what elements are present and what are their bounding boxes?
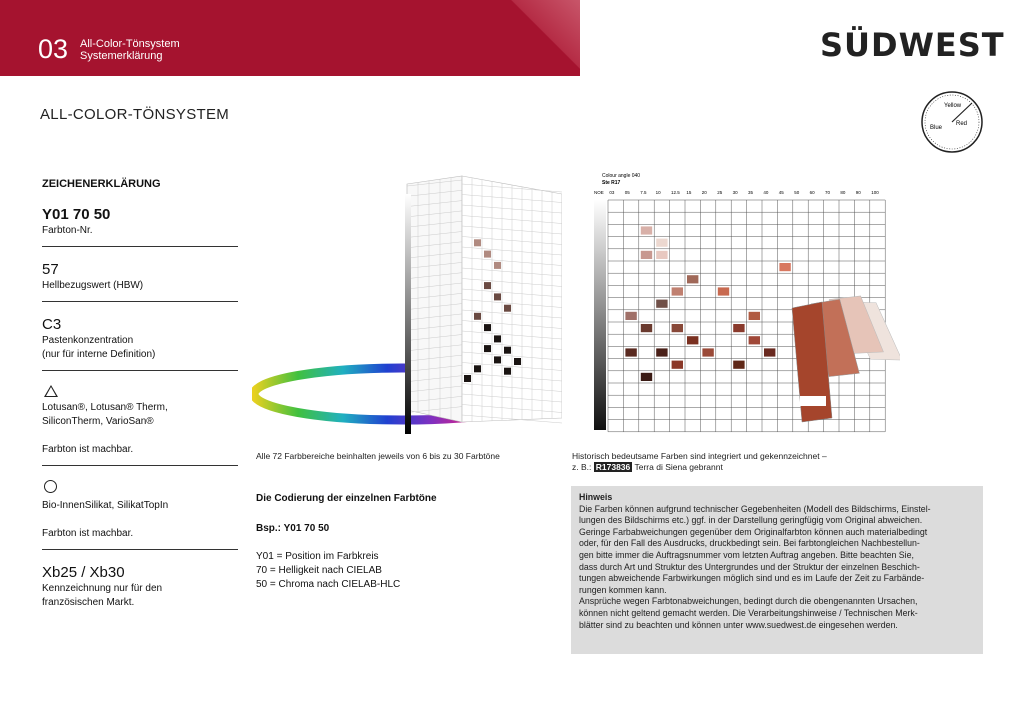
chart-col-label: 50	[794, 190, 800, 195]
chart-col-label: 90	[855, 190, 861, 195]
hint-line: können nicht geltend gemacht werden. Die Verarbeitungshinweise / Technischen Merk-	[579, 607, 918, 618]
tone-cell	[656, 300, 667, 308]
tone-cell	[641, 324, 652, 332]
legend-tone-desc: Farbton-Nr.	[42, 225, 93, 236]
chart-col-label: 30	[732, 190, 738, 195]
legend-heading: ZEICHENERKLÄRUNG	[42, 178, 161, 190]
legend-item-circle	[42, 480, 238, 550]
color-wheel-icon	[920, 90, 984, 154]
historic-color-code: R173836	[595, 462, 631, 472]
hint-line: blätter sind zu beachten und können unter www.suedwest.de eingesehen werden.	[579, 619, 898, 630]
legend-item-french	[42, 564, 238, 618]
section-title	[80, 38, 180, 62]
wheel-red-label: Red	[956, 121, 968, 127]
tone-cell	[625, 348, 636, 356]
legend-hbw-value: 57	[42, 261, 59, 278]
chart-col-label: 12.5	[671, 190, 680, 195]
coding-heading: Die Codierung der einzelnen Farbtöne	[256, 493, 437, 504]
chart-col-label: 70	[825, 190, 831, 195]
hint-line: Die Farben können aufgrund technischer Gegebenheiten (Modell des Bildschirms, Einstel-	[579, 503, 931, 514]
coding-section	[256, 492, 437, 592]
chart-col-label: NOE	[594, 190, 604, 195]
tone-cell	[733, 324, 744, 332]
hint-line: Geringe Farbabweichungen gegenüber dem Originalfarbton können auch materialbedingt	[579, 526, 928, 537]
tone-cell	[749, 312, 760, 320]
left-diagram-caption: Alle 72 Farbbereiche beinhalten jeweils von 6 bis zu 30 Farbtöne	[256, 451, 500, 461]
tone-cell	[718, 287, 729, 295]
legend-tone-code: Y01 70 50	[42, 206, 111, 223]
legend-circle-products: Bio-InnenSilikat, SilikatTopIn	[42, 500, 169, 511]
legend-paste-value: C3	[42, 316, 62, 333]
header-fold-decoration	[505, 0, 580, 76]
legend	[42, 178, 238, 632]
circle-icon	[44, 480, 57, 493]
coding-line2: 70 = Helligkeit nach CIELAB	[256, 565, 382, 576]
chart-col-label: 40	[763, 190, 769, 195]
tone-cell	[641, 251, 652, 259]
right-caption-line1: Historisch bedeutsame Farben sind integriert und gekennzeichnet –	[572, 451, 827, 461]
section-title-line1: All-Color-Tönsystem	[80, 38, 180, 50]
tone-cell	[672, 361, 683, 369]
hint-line: Ansprüche wegen Farbtonabweichungen, bedingt durch die obengenannten Ursachen,	[579, 596, 918, 607]
tone-cell	[656, 239, 667, 247]
wheel-blue-label: Blue	[930, 125, 943, 131]
right-caption-prefix: z. B.:	[572, 462, 592, 472]
legend-item-hbw	[42, 261, 238, 302]
tone-cell	[687, 336, 698, 344]
chart-tone-cells	[625, 226, 790, 381]
legend-item-paste	[42, 316, 238, 371]
legend-item-triangle	[42, 385, 238, 466]
tone-cell	[656, 251, 667, 259]
right-diagram-caption	[572, 451, 827, 473]
legend-paste-desc1: Pastenkonzentration	[42, 335, 134, 346]
chart-col-label: 03	[609, 190, 615, 195]
tone-cell	[641, 373, 652, 381]
coding-example: Bsp.: Y01 70 50	[256, 523, 330, 534]
section-number: 03	[38, 34, 69, 64]
section-title-line2: Systemerklärung	[80, 50, 163, 62]
tone-cell	[672, 324, 683, 332]
tone-cell	[687, 275, 698, 283]
tone-cell	[749, 336, 760, 344]
chart-column-labels	[594, 190, 879, 195]
legend-circle-note: Farbton ist machbar.	[42, 528, 134, 539]
hint-line: dass durch Art und Struktur des Untergrundes und der Struktur der einzelnen Beschich-	[579, 561, 920, 572]
hint-line: lungen des Bildschirms etc.) ggf. in der Darstellung geringfügig vom Original abweichen.	[579, 515, 923, 526]
hint-line: gen bitte immer die Auftragsnummer vom letzten Auftrag angeben. Bitte beachten Sie,	[579, 549, 914, 560]
tone-cell	[733, 361, 744, 369]
legend-triangle-note: Farbton ist machbar.	[42, 444, 134, 455]
chart-col-label: 35	[748, 190, 754, 195]
hint-line: oder, für den Fall des Ausdrucks, druckbedingt sein. Bei farbtongleichen Nachbestellun-	[579, 538, 920, 549]
legend-triangle-products2: SiliconTherm, VarioSan®	[42, 416, 154, 427]
tone-cell	[779, 263, 790, 271]
coding-line3: 50 = Chroma nach CIELAB-HLC	[256, 579, 401, 590]
legend-french-desc2: französischen Markt.	[42, 597, 135, 608]
chart-col-label: 25	[717, 190, 723, 195]
page-title: ALL-COLOR-TÖNSYSTEM	[40, 106, 230, 123]
brand-logo: SÜDWEST	[820, 26, 1005, 64]
tone-cell	[625, 312, 636, 320]
tone-cell	[764, 348, 775, 356]
triangle-icon	[44, 385, 58, 397]
legend-french-code: Xb25 / Xb30	[42, 564, 125, 581]
chart-col-label: 7.5	[640, 190, 647, 195]
hint-box	[571, 486, 983, 654]
chart-col-label: 20	[701, 190, 707, 195]
hint-title: Hinweis	[579, 492, 613, 502]
right-caption-suffix: Terra di Siena gebrannt	[634, 462, 723, 472]
tone-cell	[672, 287, 683, 295]
chart-ste-label: Ste R17	[602, 180, 621, 186]
legend-french-desc1: Kennzeichnung nur für den	[42, 583, 163, 594]
coding-line1: Y01 = Position im Farbkreis	[256, 551, 379, 562]
legend-hbw-desc: Hellbezugswert (HBW)	[42, 280, 144, 291]
chart-col-label: 80	[840, 190, 846, 195]
legend-item-tone-number	[42, 206, 238, 247]
chart-col-label: 10	[655, 190, 661, 195]
chart-col-label: 45	[778, 190, 784, 195]
chart-col-label: 60	[809, 190, 815, 195]
wheel-yellow-label: Yellow	[944, 103, 962, 109]
chart-col-label: 15	[686, 190, 692, 195]
right-caption-line2	[572, 462, 827, 473]
color-space-3d-illustration	[252, 174, 562, 444]
chart-col-label: 05	[624, 190, 630, 195]
tone-cell	[656, 348, 667, 356]
tone-cell	[702, 348, 713, 356]
legend-triangle-products1: Lotusan®, Lotusan® Therm,	[42, 402, 168, 413]
tone-chart	[570, 170, 900, 460]
chart-col-label: 100	[871, 190, 879, 195]
legend-paste-desc2: (nur für interne Definition)	[42, 349, 156, 360]
greyscale-axis	[405, 194, 411, 434]
hint-line: rungen kommen kann.	[579, 584, 667, 595]
hint-line: tungen abweichende Farbwirkungen möglich sind und es im Laufe der Zeit zu Farbände-	[579, 573, 925, 584]
tone-cell	[641, 226, 652, 234]
chart-angle-label: Colour angle 040	[602, 173, 641, 179]
